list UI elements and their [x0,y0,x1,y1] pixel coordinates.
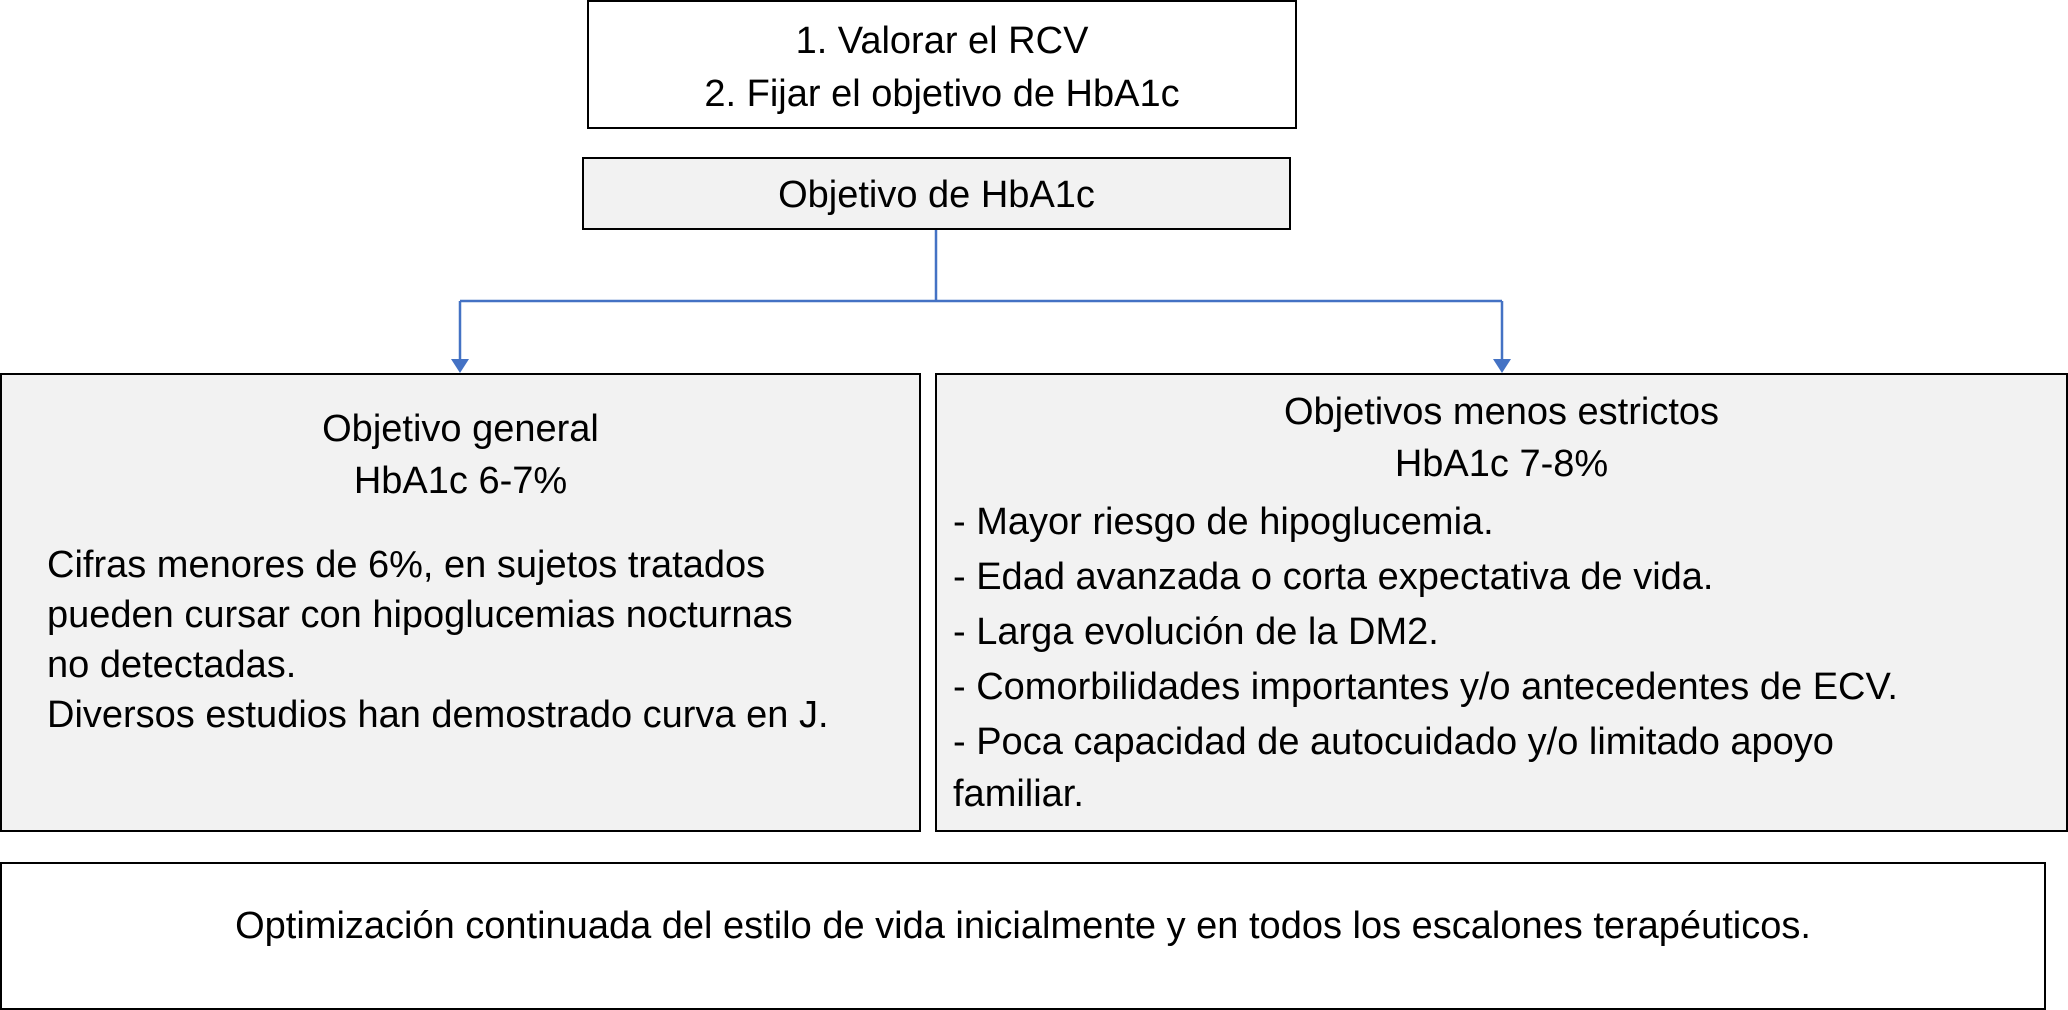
criteria-item: - Mayor riesgo de hipoglucemia. [953,501,1494,543]
lifestyle-text: Optimización continuada del estilo de vida inicialmente y en todos los escalones terapéuticos. [235,905,1811,947]
general-goal-range: HbA1c 6-7% [353,460,568,502]
general-goal-note-line: pueden cursar con hipoglucemias nocturnas [47,594,793,636]
hba1c-target-box [582,157,1291,230]
criteria-item: - Comorbilidades importantes y/o antecedentes de ECV. [953,666,1898,708]
general-goal-title: Objetivo general [322,408,599,450]
hba1c-target-label: Objetivo de HbA1c [778,174,1095,216]
general-goal-note-line: Cifras menores de 6%, en sujetos tratados [47,544,766,586]
general-goal-box [0,373,921,832]
less-strict-goal-range: HbA1c 7-8% [1394,443,1609,485]
arrowhead-right [1493,359,1511,373]
criteria-item: - Poca capacidad de autocuidado y/o limitado apoyo [953,721,1834,763]
criteria-item: - Larga evolución de la DM2. [953,611,1439,653]
step-set-hba1c-target: 2. Fijar el objetivo de HbA1c [704,73,1180,115]
lifestyle-box [0,862,2046,1010]
steps-box [587,0,1297,129]
criteria-item-continuation: familiar. [953,773,1084,815]
less-strict-goal-box [935,373,2068,832]
general-goal-note-line: no detectadas. [47,644,297,686]
less-strict-goal-title: Objetivos menos estrictos [1283,391,1720,433]
criteria-item: - Edad avanzada o corta expectativa de vida. [953,556,1714,598]
arrowhead-left [451,359,469,373]
step-assess-rcv: 1. Valorar el RCV [795,20,1089,62]
general-goal-note-line: Diversos estudios han demostrado curva en J. [47,694,829,736]
